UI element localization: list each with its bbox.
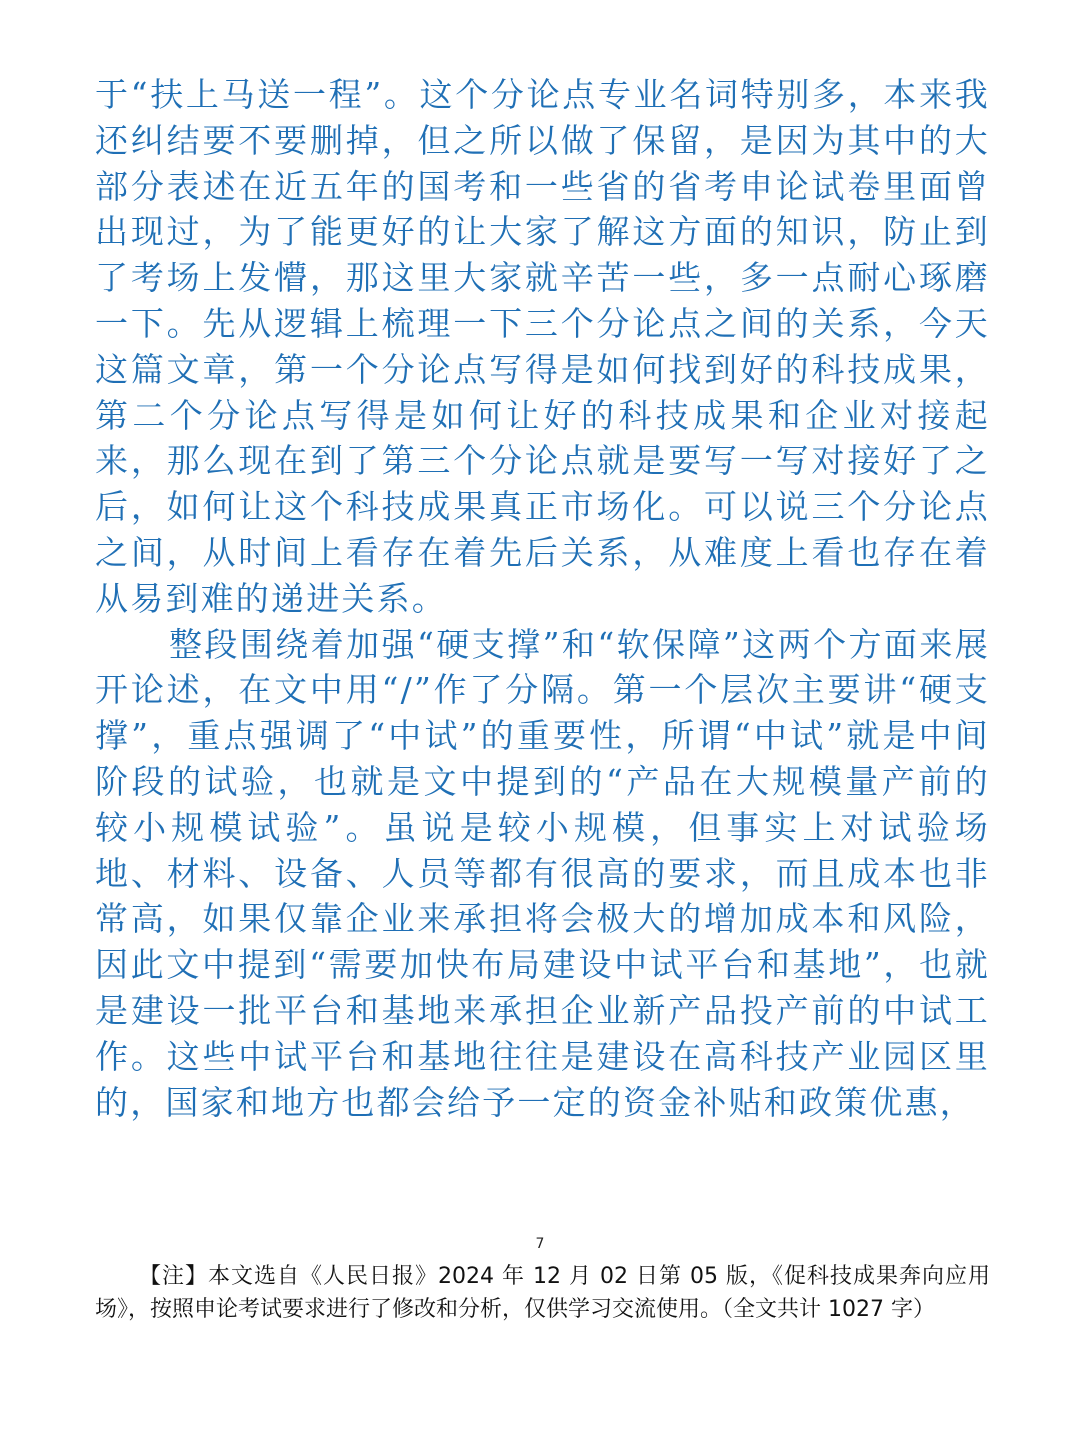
paragraph-hard-support: 整段围绕着加强“硬支撑”和“软保障”这两个方面来展开论述，在文中用“/”作了分隔。第一个层次主要讲“硬支撑”，重点强调了“中试”的重要性，所谓“中试”就是中间阶段的试验，也就是文中提到的“产品在大规模量产前的较小规模试验”。虽说是较小规模，但事实上对试验场地、材料、设备、人员等都有很高的要求，而且成本也非常高，如果仅靠企业来承担将会极大的增加成本和风险，因此文中提到“需要加快布局建设中试平台和基地”，也就是建设一批平台和基地来承担企业新产品投产前的中试工作。这些中试平台和基地往往是建设在高科技产业园区里的，国家和地方也都会给予一定的资金补贴和政策优惠， bbox=[95, 624, 990, 1122]
article-body bbox=[95, 72, 990, 1125]
source-note bbox=[95, 1260, 990, 1326]
source-note-text: 【注】本文选自《人民日报》2024 年 12 月 02 日第 05 版，《促科技成果奔向应用场》，按照申论考试要求进行了修改和分析，仅供学习交流使用。（全文共计 1027 字） bbox=[95, 1264, 990, 1322]
paragraph-continuation: 于“扶上马送一程”。这个分论点专业名词特别多，本来我还纠结要不要删掉，但之所以做了保留，是因为其中的大部分表述在近五年的国考和一些省的省考申论试卷里面曾出现过，为了能更好的让大家了解这方面的知识，防止到了考场上发懵，那这里大家就辛苦一些，多一点耐心琢磨一下。先从逻辑上梳理一下三个分论点之间的关系，今天这篇文章，第一个分论点写得是如何找到好的科技成果，第二个分论点写得是如何让好的科技成果和企业对接起来，那么现在到了第三个分论点就是要写一写对接好了之后，如何让这个科技成果真正市场化。可以说三个分论点之间，从时间上看存在着先后关系，从难度上看也存在着从易到难的递进关系。 bbox=[95, 75, 990, 618]
page-number: 7 bbox=[535, 1236, 545, 1252]
